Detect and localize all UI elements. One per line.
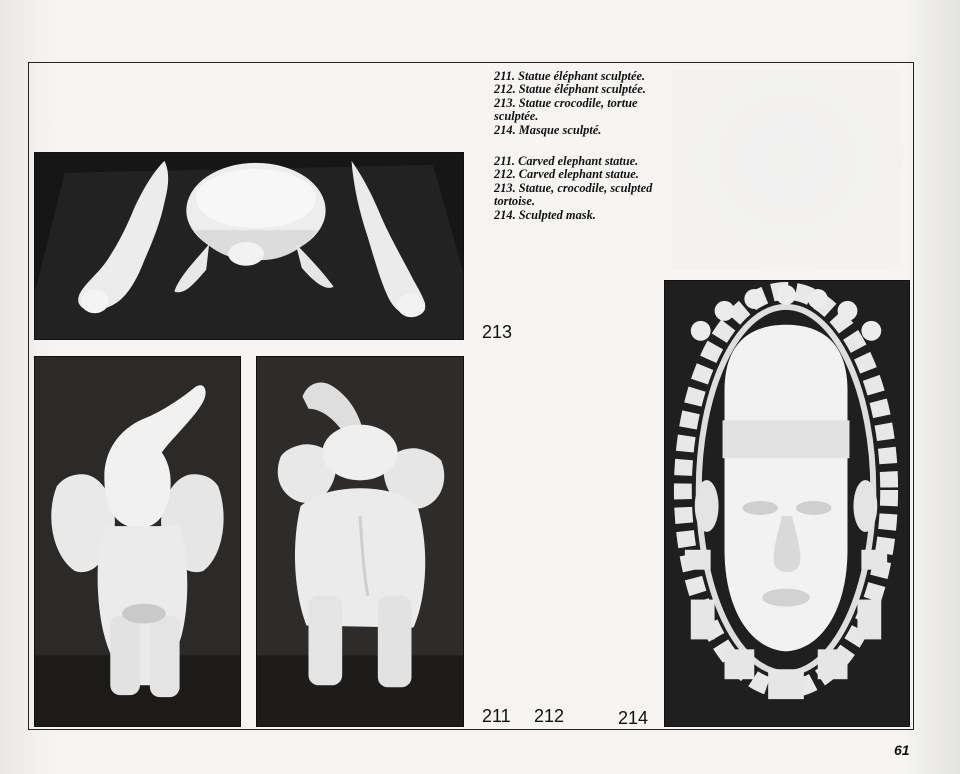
- photo-elephant-front: [34, 356, 241, 727]
- photo-number-211: 211: [482, 706, 511, 726]
- caption-fr-213: 213. Statue crocodile, tortue sculptée.: [494, 95, 638, 124]
- caption-en-212: 212. Carved elephant statue.: [494, 167, 639, 182]
- caption-en-211: 211. Carved elephant statue.: [494, 154, 639, 169]
- caption-spacer: [494, 137, 659, 155]
- photo-carved-mask: [664, 280, 910, 727]
- caption-fr-212: 212. Statue éléphant sculptée.: [494, 82, 646, 97]
- caption-en-214: 214. Sculpted mask.: [494, 207, 596, 222]
- caption-fr-214: 214. Masque sculpté.: [494, 122, 602, 137]
- caption-en-213: 213. Statue, crocodile, sculpted tortoise.: [494, 180, 653, 209]
- photo-number-213: 213: [482, 322, 513, 342]
- caption-fr-211: 211. Statue éléphant sculptée.: [494, 69, 646, 83]
- photo-number-212: 212: [534, 706, 565, 726]
- photo-elephant-back: [256, 356, 464, 727]
- photo-crocodiles-tortoise: [34, 152, 464, 340]
- caption-block: [494, 70, 659, 222]
- photo-number-214: 214: [618, 708, 649, 728]
- page-number: 61: [894, 742, 910, 758]
